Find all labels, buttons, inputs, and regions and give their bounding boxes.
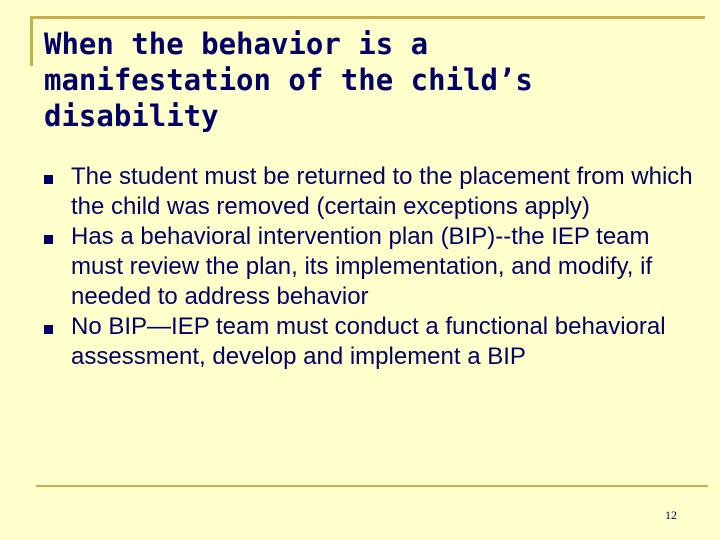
title-frame-left-rule <box>30 16 33 66</box>
bullet-item-2 <box>44 222 694 312</box>
slide-title: When the behavior is a manifestation of the child’s disability <box>44 27 533 133</box>
bullet-item-3 <box>44 312 694 372</box>
bullet-item-1 <box>44 162 694 222</box>
bullet-text-3: No BIP—IEP team must conduct a functional behavioral assessment, develop and implement a BIP <box>71 313 666 370</box>
bullet-text-2: Has a behavioral intervention plan (BIP)--the IEP team must review the plan, its implementation, and modify, if needed to address behavior <box>71 223 653 310</box>
page-number: 12 <box>665 508 677 522</box>
title-frame-top-rule <box>30 16 705 19</box>
bullet-list <box>44 162 694 372</box>
bullet-text-1: The student must be returned to the placement from which the child was removed (certain exceptions apply) <box>71 163 693 220</box>
square-bullet-icon <box>44 175 53 184</box>
footer-rule <box>36 485 708 487</box>
square-bullet-icon <box>44 325 53 334</box>
square-bullet-icon <box>44 235 53 244</box>
